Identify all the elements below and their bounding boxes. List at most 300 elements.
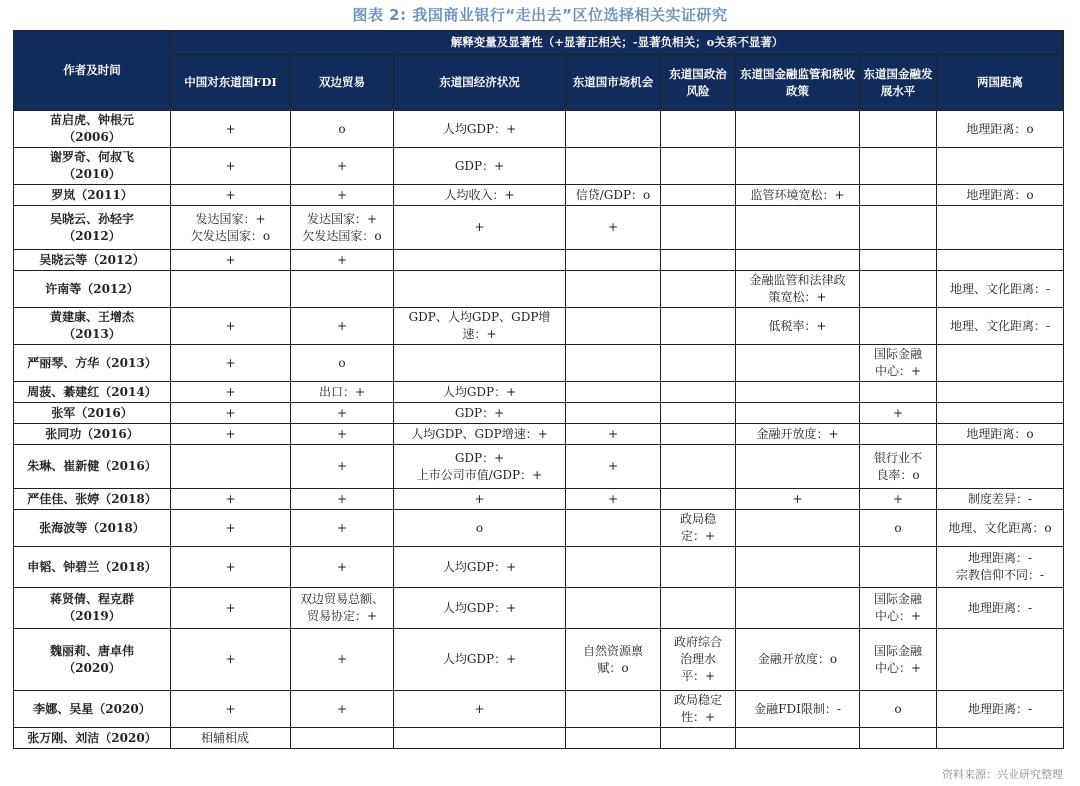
data-cell [171,308,291,345]
table-row [14,510,1064,547]
cell-text: 欠发达国家：o [302,228,382,243]
author-cell [14,111,171,148]
data-cell [291,629,394,691]
cell-text: 地理、文化距离：- [950,281,1051,296]
data-cell [661,445,736,489]
cell-text: 平：+ [680,669,716,683]
data-cell [736,148,860,185]
data-cell [736,424,860,445]
data-cell [171,111,291,148]
data-cell [291,588,394,629]
data-cell [394,510,566,547]
cell-text: 金融开放度：o [757,652,838,666]
data-cell [171,424,291,445]
cell-text: 银行业不 [873,450,922,465]
data-cell [937,148,1064,185]
author-text: 严丽琴、方华（2013） [27,355,157,370]
cell-text: 良率：o [876,467,920,482]
cell-text: + [225,600,236,615]
data-cell [736,510,860,547]
author-text: （2019） [63,609,121,623]
header-col-5: 东道国金融监管和税收政策 [736,55,860,111]
cell-text: 地理、文化距离：- [950,318,1051,333]
data-cell [937,345,1064,382]
data-cell [171,382,291,403]
table-row [14,185,1064,206]
data-cell [661,345,736,382]
cell-text: 金融开放度：+ [756,426,839,441]
cell-text: + [225,652,236,666]
data-cell [171,728,291,749]
data-cell [860,588,937,629]
cell-text: o [894,701,902,716]
cell-text: 欠发达国家：o [190,228,271,243]
data-cell [566,111,661,148]
data-cell [736,308,860,345]
author-cell [14,547,171,588]
data-cell [860,629,937,691]
data-cell [661,206,736,250]
data-cell [394,185,566,206]
source-note: 资料来源：兴业研究整理 [942,768,1063,781]
data-cell [736,345,860,382]
table-row [14,250,1064,271]
data-cell [661,489,736,510]
author-text: （2010） [63,167,121,181]
cell-text: 地理、文化距离：o [948,520,1052,535]
data-cell [171,403,291,424]
cell-text: + [474,491,485,506]
data-cell [661,588,736,629]
cell-text: + [474,220,485,234]
author-cell [14,345,171,382]
cell-text: 地理距离：- [968,551,1033,565]
data-cell [937,206,1064,250]
cell-text: 制度差异：- [968,491,1033,506]
data-cell [736,445,860,489]
data-cell [394,728,566,749]
data-cell [661,185,736,206]
cell-text: 监管环境宽松：+ [750,187,845,202]
author-cell [14,489,171,510]
data-cell [291,728,394,749]
data-cell [937,424,1064,445]
data-cell [736,691,860,728]
cell-text: 地理距离：o [966,187,1034,202]
cell-text: + [225,491,236,506]
author-cell [14,691,171,728]
author-text: 魏丽莉、唐卓伟 [49,643,134,658]
data-cell [291,111,394,148]
data-cell [661,148,736,185]
data-cell [171,148,291,185]
table-row [14,547,1064,588]
cell-text: 人均GDP：+ [442,384,517,399]
data-cell [291,185,394,206]
cell-text: 地理距离：- [968,600,1033,615]
data-cell [394,547,566,588]
cell-text: 地理距离：o [966,426,1034,441]
author-cell [14,148,171,185]
data-cell [860,445,937,489]
cell-text: + [336,559,348,574]
data-cell [661,629,736,691]
cell-text: GDP：+ [454,158,505,173]
data-cell [937,588,1064,629]
cell-text: 双边贸易总额、 [299,592,384,606]
cell-text: 出口：+ [318,384,366,399]
cell-text: 相辅相成 [201,730,250,745]
author-text: 许南等（2012） [45,281,139,296]
data-cell [291,148,394,185]
cell-text: + [225,158,236,173]
author-text: （2013） [63,327,121,341]
author-text: 张军（2016） [51,405,133,420]
author-text: 吴晓云等（2012） [39,252,145,267]
header-col-1: 双边贸易 [291,55,394,111]
cell-text: + [225,559,236,574]
data-cell [860,345,937,382]
data-cell [937,111,1064,148]
cell-text: + [225,520,236,535]
data-cell [171,629,291,691]
cell-text: + [336,701,348,716]
data-cell [661,691,736,728]
data-cell [171,445,291,489]
data-cell [171,547,291,588]
data-cell [291,547,394,588]
data-cell [860,148,937,185]
author-cell [14,510,171,547]
data-cell [171,510,291,547]
data-cell [736,728,860,749]
cell-text: o [475,520,484,535]
author-cell [14,382,171,403]
data-cell [566,185,661,206]
data-cell [566,489,661,510]
table-row [14,728,1064,749]
table-row [14,111,1064,148]
data-cell [566,206,661,250]
author-cell [14,445,171,489]
cell-text: 宗教信仰不同：- [956,568,1045,582]
cell-text: 赋：o [597,660,629,675]
cell-text: 金融监管和法律政 [749,273,846,287]
author-text: （2020） [63,660,121,675]
author-text: 周菠、綦建红（2014） [27,384,157,399]
data-cell [860,489,937,510]
data-cell [736,547,860,588]
data-cell [736,588,860,629]
cell-text: 贸易协定：+ [306,609,378,623]
cell-text: 定：+ [680,529,716,543]
data-cell [394,691,566,728]
cell-text: + [607,491,619,506]
cell-text: + [336,318,348,333]
data-cell [661,250,736,271]
author-text: 谢罗奇、何叔飞 [49,150,134,164]
cell-text: + [225,187,236,202]
author-text: （2012） [63,228,121,243]
data-cell [937,510,1064,547]
data-cell [937,382,1064,403]
data-cell [566,382,661,403]
cell-text: + [225,355,236,370]
cell-text: + [225,701,236,716]
data-cell [661,382,736,403]
data-cell [860,424,937,445]
page-title: 图表 2: 我国商业银行“走出去”区位选择相关实证研究 [352,6,728,24]
cell-text: + [225,121,236,136]
data-cell [736,403,860,424]
author-cell [14,728,171,749]
author-text: 张同功（2016） [45,426,139,441]
cell-text: + [225,318,236,333]
cell-text: 国际金融 [873,643,922,658]
data-cell [937,547,1064,588]
data-cell [291,271,394,308]
data-cell [566,728,661,749]
header-col-2: 东道国经济状况 [394,55,566,111]
table-row [14,271,1064,308]
data-cell [736,489,860,510]
author-cell [14,250,171,271]
cell-text: + [336,520,348,535]
data-cell [171,271,291,308]
table-row [14,489,1064,510]
cell-text: 人均GDP：+ [442,652,517,666]
cell-text: + [892,491,904,506]
cell-text: 策宽松：+ [768,290,827,304]
data-cell [566,345,661,382]
data-cell [394,489,566,510]
data-cell [394,111,566,148]
data-cell [937,728,1064,749]
data-cell [394,629,566,691]
data-cell [937,308,1064,345]
data-cell [661,271,736,308]
cell-text: + [607,426,619,441]
data-cell [566,271,661,308]
author-text: 朱琳、崔新健（2016） [27,459,157,473]
cell-text: + [336,187,348,202]
table-row [14,403,1064,424]
cell-text: 发达国家：+ [195,211,266,226]
data-cell [937,691,1064,728]
author-cell [14,271,171,308]
author-text: 李娜、吴星（2020） [33,701,151,716]
table-row [14,445,1064,489]
author-cell [14,185,171,206]
author-text: 张海波等（2018） [39,520,145,535]
cell-text: GDP：+ [454,450,505,465]
cell-text: 中心：+ [874,609,922,623]
cell-text: 中心：+ [874,660,922,675]
header-variables-group: 解释变量及显著性（+显著正相关；-显著负相关；o关系不显著） [171,31,1064,55]
cell-text: o [338,355,346,370]
cell-text: + [336,405,348,420]
cell-text: + [607,220,619,234]
data-cell [860,250,937,271]
cell-text: 人均GDP：+ [442,600,517,615]
data-cell [171,691,291,728]
data-cell [736,185,860,206]
data-cell [937,250,1064,271]
cell-text: GDP、人均GDP、GDP增 [408,310,551,324]
data-cell [860,547,937,588]
author-text: 罗岚（2011） [51,187,133,202]
author-cell [14,588,171,629]
data-cell [394,271,566,308]
data-cell [171,345,291,382]
author-text: 申韬、钟碧兰（2018） [27,559,157,574]
data-cell [860,185,937,206]
data-cell [291,382,394,403]
data-cell [661,403,736,424]
data-cell [566,588,661,629]
cell-text: 发达国家：+ [306,211,378,226]
author-text: 严佳佳、张婷（2018） [27,491,157,506]
data-cell [291,445,394,489]
data-cell [566,403,661,424]
cell-text: + [336,426,348,441]
data-cell [566,424,661,445]
table-row [14,148,1064,185]
cell-text: 人均收入：+ [444,187,515,202]
data-cell [736,206,860,250]
header-col-7: 两国距离 [937,55,1064,111]
data-cell [736,629,860,691]
cell-text: 政府综合 [673,635,722,649]
cell-text: + [336,459,348,473]
cell-text: + [336,491,348,506]
cell-text: 人均GDP、GDP增速：+ [411,426,548,441]
cell-text: 地理距离：o [966,121,1034,136]
data-cell [394,345,566,382]
data-cell [566,691,661,728]
header-col-0: 中国对东道国FDI [171,55,291,111]
data-cell [566,148,661,185]
author-text: 蒋贤倩、程克群 [49,592,134,606]
data-cell [291,691,394,728]
table-row [14,308,1064,345]
data-cell [860,510,937,547]
cell-text: 中心：+ [874,364,922,378]
cell-text: 人均GDP：+ [442,559,517,574]
data-cell [566,308,661,345]
data-cell [860,403,937,424]
data-cell [661,308,736,345]
cell-text: + [225,426,236,441]
data-cell [291,206,394,250]
data-cell [661,728,736,749]
data-cell [566,250,661,271]
cell-text: o [894,520,902,535]
cell-text: 政局稳 [679,512,716,526]
cell-text: + [607,459,619,473]
cell-text: + [225,405,236,420]
data-cell [860,382,937,403]
data-cell [291,308,394,345]
data-cell [566,629,661,691]
research-table [13,30,1064,749]
data-cell [394,206,566,250]
cell-text: 信贷/GDP：o [575,187,651,202]
author-text: 苗启虎、钟根元 [49,113,134,127]
data-cell [394,308,566,345]
data-cell [860,691,937,728]
cell-text: 地理距离：- [968,701,1033,716]
data-cell [291,424,394,445]
cell-text: GDP：+ [454,405,505,420]
table-row [14,382,1064,403]
cell-text: 国际金融 [873,347,922,361]
data-cell [860,308,937,345]
table-row [14,691,1064,728]
data-cell [860,271,937,308]
cell-text: 上市公司市值/GDP：+ [416,467,543,482]
data-cell [394,445,566,489]
author-cell [14,629,171,691]
cell-text: 低税率：+ [768,318,827,333]
data-cell [937,445,1064,489]
data-cell [661,111,736,148]
data-cell [937,271,1064,308]
cell-text: 速：+ [462,327,497,341]
table-row [14,345,1064,382]
cell-text: + [225,384,236,399]
table-row [14,206,1064,250]
data-cell [566,547,661,588]
cell-text: + [336,652,348,666]
header-col-4: 东道国政治风险 [661,55,736,111]
cell-text: + [474,701,485,716]
header-col-6: 东道国金融发展水平 [860,55,937,111]
cell-text: + [336,158,348,173]
data-cell [937,489,1064,510]
data-cell [291,250,394,271]
author-cell [14,403,171,424]
table-row [14,629,1064,691]
cell-text: 金融FDI限制：- [754,701,841,716]
author-text: 黄建康、王增杰 [49,310,134,324]
data-cell [860,206,937,250]
data-cell [860,728,937,749]
data-cell [291,403,394,424]
data-cell [171,250,291,271]
cell-text: 性：+ [680,710,716,724]
data-cell [394,250,566,271]
cell-text: + [225,252,236,267]
data-cell [860,111,937,148]
data-cell [171,588,291,629]
data-cell [661,547,736,588]
data-cell [291,345,394,382]
data-cell [566,510,661,547]
data-cell [736,271,860,308]
cell-text: + [892,405,904,420]
author-text: （2006） [63,130,121,144]
data-cell [171,185,291,206]
author-text: 张万刚、刘洁（2020） [27,730,157,745]
data-cell [394,382,566,403]
data-cell [394,403,566,424]
data-cell [736,382,860,403]
header-author: 作者及时间 [14,31,171,111]
cell-text: 人均GDP：+ [442,121,517,136]
author-cell [14,308,171,345]
table-row [14,588,1064,629]
